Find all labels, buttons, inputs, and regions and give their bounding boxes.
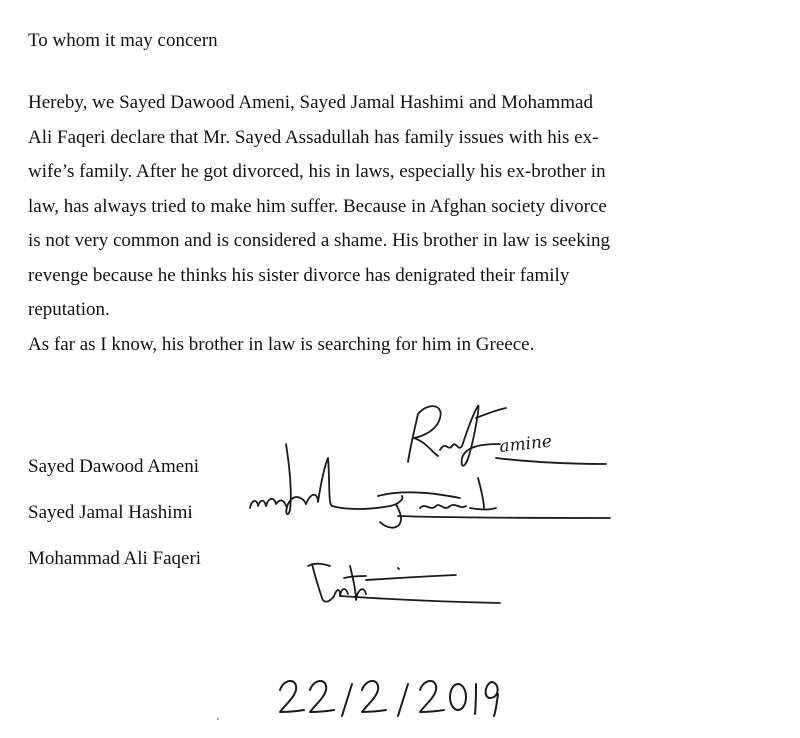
letter-line: Ali Faqeri declare that Mr. Sayed Assadullah has family issues with his ex- [28, 126, 599, 148]
signature-faqeri [308, 564, 500, 603]
letter-date [270, 668, 564, 714]
letter-line: Hereby, we Sayed Dawood Ameni, Sayed Jamal Hashimi and Mohammad [28, 92, 593, 113]
salutation: To whom it may concern [28, 30, 218, 51]
signatory-name-hashimi: Sayed Jamal Hashimi [28, 502, 193, 523]
letter-line: wife’s family. After he got divorced, his in laws, especially his ex-brother in [28, 161, 606, 182]
signature-ameni [408, 406, 606, 466]
letter-line: revenge because he thinks his sister divorce has denigrated their family [28, 264, 570, 286]
letter-line: As far as I know, his brother in law is searching for him in Greece. [28, 333, 535, 355]
signatory-name-ameni: Sayed Dawood Ameni [28, 456, 199, 477]
letter-line: is not very common and is considered a shame. His brother in law is seeking [28, 230, 611, 251]
signatory-name-faqeri: Mohammad Ali Faqeri [28, 548, 202, 569]
signature-hashimi [250, 444, 610, 528]
scan-speck [217, 718, 219, 720]
signatory-list [28, 444, 201, 582]
letter-body [28, 86, 728, 362]
letter-line: law, has always tried to make him suffer. Because in Afghan society divorce [28, 195, 607, 217]
letter-line: reputation. [28, 299, 110, 320]
signature-ameni-script: amine [498, 431, 553, 457]
